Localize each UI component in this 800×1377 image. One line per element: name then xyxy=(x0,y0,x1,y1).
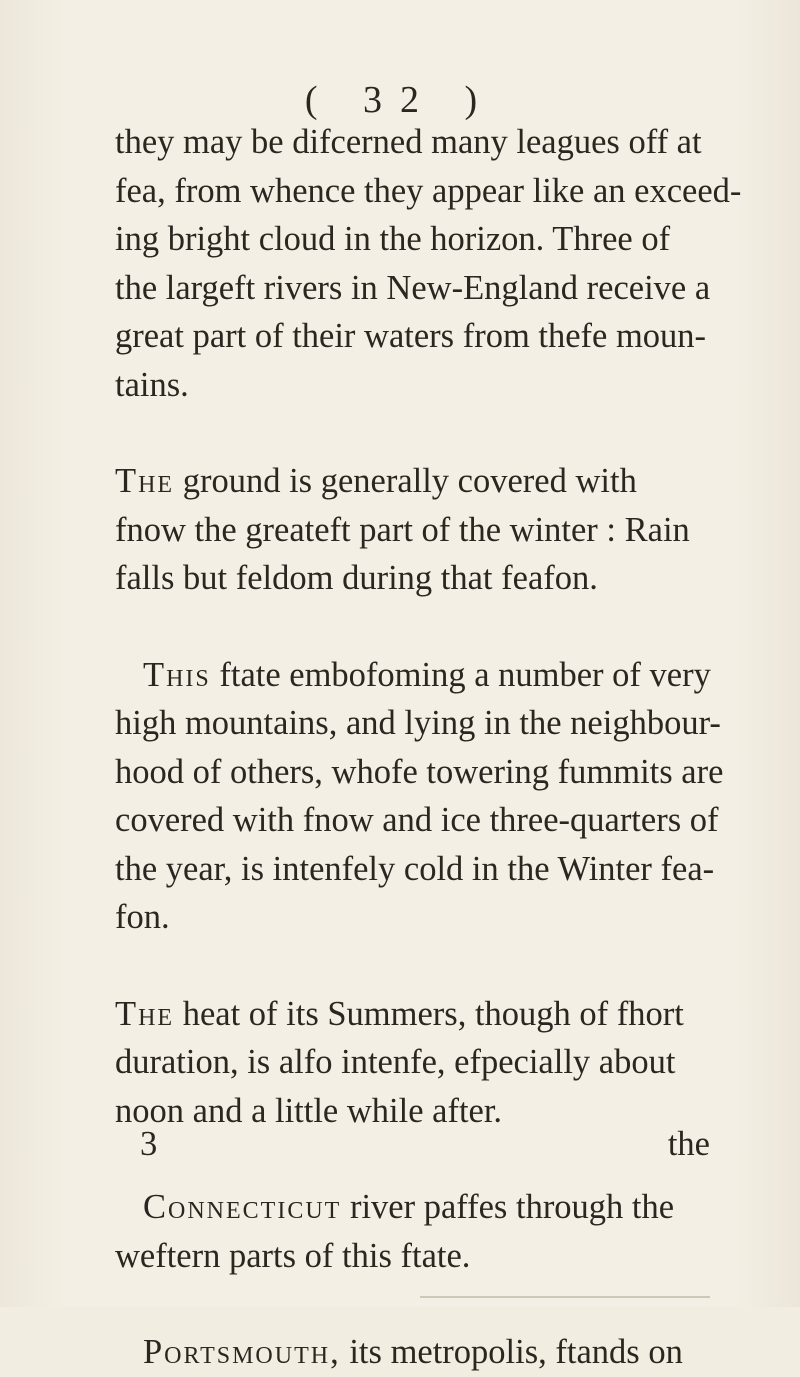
text-line: noon and a little while after. xyxy=(115,1091,503,1130)
bottom-edge-divider xyxy=(420,1296,710,1298)
text-line: ing bright cloud in the horizon. Three of xyxy=(115,220,671,258)
text-line: fon. xyxy=(115,898,170,936)
signature-mark: 3 xyxy=(140,1125,158,1163)
paragraph xyxy=(115,457,707,603)
lead-word: Portsmouth, xyxy=(143,1333,341,1371)
text-line: the largeft rivers in New-England receive a xyxy=(115,268,711,307)
text-line: its metropolis, ftands on xyxy=(340,1333,683,1371)
page-number: ( 32 ) xyxy=(304,79,496,121)
text-line: the year, is intenfely cold in the Winter fea- xyxy=(115,849,715,888)
text-line: ftate embofoming a number of very xyxy=(210,655,711,694)
text-line: falls but feldom during that feafon. xyxy=(115,559,598,597)
body-text xyxy=(115,118,742,1377)
lead-word: Connecticut xyxy=(143,1188,342,1226)
text-line: heat of its Summers, though of fhort xyxy=(174,994,684,1033)
paragraph xyxy=(115,990,707,1136)
catchword: the xyxy=(667,1125,710,1163)
text-line: river paffes through the xyxy=(341,1188,675,1226)
page-footer xyxy=(140,1125,710,1164)
text-line: weftern parts of this ftate. xyxy=(115,1236,471,1275)
paragraph xyxy=(115,651,724,942)
text-line: covered with fnow and ice three-quarters of xyxy=(115,801,719,839)
text-line: great part of their waters from thefe moun- xyxy=(115,317,707,355)
lead-word: The xyxy=(115,462,175,500)
lead-word: This xyxy=(143,655,211,694)
text-line: duration, is alfo intenfe, efpecially about xyxy=(115,1043,676,1081)
text-line: they may be difcerned many leagues off at xyxy=(115,123,702,161)
text-line: fea, from whence they appear like an exceed- xyxy=(115,171,742,210)
text-line: high mountains, and lying in the neighbour- xyxy=(115,704,721,742)
text-line: fnow the greateft part of the winter : Rain xyxy=(115,510,690,549)
paragraph xyxy=(115,1183,707,1280)
text-line: tains. xyxy=(115,365,189,404)
lead-word: The xyxy=(115,994,175,1033)
text-line: hood of others, whofe towering fummits are xyxy=(115,752,724,791)
paragraph xyxy=(115,1328,707,1377)
text-line: ground is generally covered with xyxy=(174,462,637,500)
paragraph xyxy=(115,118,742,409)
